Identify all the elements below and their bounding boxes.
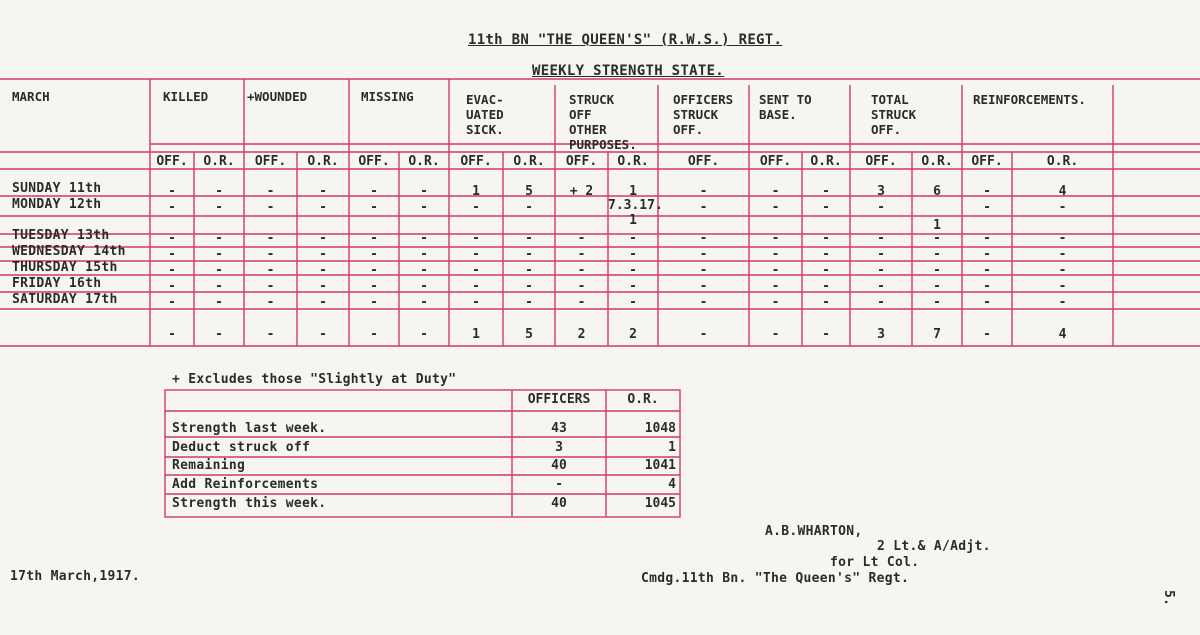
table-cell: - — [215, 200, 223, 215]
table-cell: - — [215, 247, 223, 262]
day-label: THURSDAY 15th — [12, 260, 118, 275]
subheader-cell: OFF. — [565, 154, 598, 169]
document-title: 11th BN "THE QUEEN'S" (R.W.S.) REGT. — [468, 32, 783, 48]
table-cell: 4 — [1058, 184, 1067, 199]
signature-rank: 2 Lt.& A/Adjt. — [877, 539, 991, 554]
signature-command: Cmdg.11th Bn. "The Queen's" Regt. — [641, 571, 910, 586]
table-cell: - — [266, 184, 275, 199]
table-cell: - — [822, 247, 830, 262]
total-cell: 2 — [577, 327, 586, 342]
table-cell: - — [319, 184, 327, 199]
table-cell: - — [577, 231, 586, 246]
day-label: FRIDAY 16th — [12, 276, 102, 291]
table-cell: - — [168, 200, 176, 215]
subheader-cell: OFF. — [254, 154, 287, 169]
table-cell: - — [877, 279, 885, 294]
document-subtitle: WEEKLY STRENGTH STATE. — [532, 63, 725, 79]
table-cell: - — [215, 184, 223, 199]
table-cell: - — [577, 279, 586, 294]
table-cell: - — [877, 231, 885, 246]
table-cell: - — [577, 295, 586, 310]
table-cell: 1 — [933, 218, 941, 233]
total-cell: - — [370, 327, 378, 342]
table-cell: - — [629, 247, 637, 262]
subheader-cell: OFF. — [460, 154, 492, 169]
summary-officers-value: 40 — [551, 496, 567, 511]
summary-header-or: O.R. — [627, 392, 659, 407]
header-wounded: +WOUNDED — [247, 89, 308, 104]
table-cell: - — [168, 184, 176, 199]
signature-name: A.B.WHARTON, — [765, 524, 863, 539]
subheader-cell: OFF. — [759, 154, 792, 169]
table-cell: - — [629, 263, 637, 278]
table-cell: - — [168, 231, 176, 246]
subheader-cell: OFF. — [156, 154, 188, 169]
total-cell: 2 — [629, 327, 637, 342]
table-cell: - — [370, 200, 378, 215]
table-cell: - — [877, 295, 885, 310]
table-cell: - — [983, 184, 991, 199]
table-cell: - — [525, 200, 533, 215]
table-cell: - — [525, 279, 533, 294]
table-cell: - — [577, 247, 586, 262]
table-cell: - — [1058, 263, 1067, 278]
table-cell: - — [370, 247, 378, 262]
table-cell: - — [472, 295, 480, 310]
total-cell: 4 — [1058, 327, 1067, 342]
table-cell: - — [266, 247, 275, 262]
table-cell: - — [877, 200, 885, 215]
table-cell: - — [319, 200, 327, 215]
header-total-struck-off: TOTAL STRUCK OFF. — [871, 92, 917, 137]
table-cell: 1 — [629, 184, 637, 199]
table-cell: - — [983, 295, 991, 310]
table-cell: - — [1058, 200, 1067, 215]
table-cell: 6 — [933, 184, 941, 199]
table-cell: - — [319, 295, 327, 310]
table-cell: - — [771, 184, 780, 199]
table-cell: - — [983, 279, 991, 294]
table-cell: - — [266, 295, 275, 310]
day-label: SATURDAY 17th — [12, 292, 118, 307]
header-reinforcements: REINFORCEMENTS. — [973, 92, 1086, 107]
summary-or-value: 1 — [668, 440, 676, 455]
table-cell: - — [1058, 279, 1067, 294]
subheader-cell: OFF. — [865, 154, 897, 169]
table-cell: - — [215, 295, 223, 310]
total-cell: - — [168, 327, 176, 342]
header-evacuated-sick: EVAC- UATED SICK. — [466, 92, 504, 137]
table-cell: - — [525, 263, 533, 278]
table-cell: - — [933, 279, 941, 294]
total-cell: 3 — [877, 327, 885, 342]
table-cell: - — [420, 231, 428, 246]
table-cell: - — [629, 295, 637, 310]
table-cell: - — [266, 200, 275, 215]
table-cell: - — [1058, 295, 1067, 310]
table-cell: - — [319, 247, 327, 262]
table-cell: - — [472, 279, 480, 294]
table-cell: - — [420, 295, 428, 310]
total-cell: - — [420, 327, 428, 342]
table-cell: - — [699, 231, 708, 246]
table-cell: - — [266, 279, 275, 294]
subheader-cell: O.R. — [307, 154, 339, 169]
table-cell: - — [319, 279, 327, 294]
table-cell: 1 — [472, 184, 480, 199]
page-mark: 5. — [1161, 590, 1176, 607]
table-cell: - — [822, 184, 830, 199]
table-cell: - — [877, 247, 885, 262]
table-cell: + 2 — [569, 184, 594, 199]
table-cell: - — [370, 231, 378, 246]
header-struck-off-other: STRUCK OFF OTHER PURPOSES. — [569, 92, 637, 152]
total-cell: - — [215, 327, 223, 342]
table-cell: - — [472, 200, 480, 215]
table-cell: - — [168, 279, 176, 294]
table-cell: - — [699, 200, 708, 215]
subheader-cell: OFF. — [358, 154, 390, 169]
table-cell: - — [370, 263, 378, 278]
table-cell: - — [771, 247, 780, 262]
header-missing: MISSING — [361, 89, 414, 104]
total-cell: - — [771, 327, 780, 342]
table-cell: - — [699, 184, 708, 199]
summary-or-value: 1048 — [644, 421, 676, 436]
total-cell: 1 — [472, 327, 480, 342]
table-cell: - — [577, 263, 586, 278]
table-cell: - — [771, 279, 780, 294]
subheader-cell: O.R. — [408, 154, 440, 169]
table-cell: - — [420, 247, 428, 262]
table-cell: - — [1058, 231, 1067, 246]
table-cell: - — [525, 295, 533, 310]
table-cell: - — [472, 263, 480, 278]
subheader-cell: O.R. — [1046, 154, 1079, 169]
table-cell: - — [420, 184, 428, 199]
table-cell: - — [699, 279, 708, 294]
table-cell: - — [822, 200, 830, 215]
subheader-cell: O.R. — [617, 154, 649, 169]
day-label: WEDNESDAY 14th — [12, 244, 126, 259]
table-cell: - — [983, 200, 991, 215]
summary-or-value: 4 — [668, 477, 676, 492]
table-cell: - — [822, 295, 830, 310]
signature-for: for Lt Col. — [830, 555, 920, 570]
document-date: 17th March,1917. — [10, 569, 141, 584]
table-cell: 3 — [877, 184, 885, 199]
table-cell: - — [877, 263, 885, 278]
table-cell: - — [266, 263, 275, 278]
total-cell: 5 — [525, 327, 533, 342]
total-cell: - — [983, 327, 991, 342]
header-killed: KILLED — [163, 89, 209, 104]
table-cell: 5 — [525, 184, 533, 199]
table-cell: - — [168, 247, 176, 262]
table-cell: - — [933, 231, 941, 246]
table-cell: - — [525, 247, 533, 262]
total-cell: - — [319, 327, 327, 342]
table-cell: - — [629, 231, 637, 246]
subheader-cell: OFF. — [971, 154, 1003, 169]
total-cell: - — [699, 327, 708, 342]
table-cell: - — [822, 279, 830, 294]
table-cell: - — [370, 295, 378, 310]
total-cell: - — [266, 327, 275, 342]
table-cell: - — [319, 231, 327, 246]
table-cell: - — [266, 231, 275, 246]
total-cell: - — [822, 327, 830, 342]
table-cell: - — [472, 247, 480, 262]
day-label: MONDAY 12th — [12, 197, 102, 212]
table-cell: - — [420, 200, 428, 215]
table-cell: - — [215, 231, 223, 246]
table-cell: - — [933, 263, 941, 278]
table-cell: - — [933, 247, 941, 262]
summary-officers-value: - — [555, 477, 563, 492]
table-cell: - — [822, 231, 830, 246]
summary-or-value: 1045 — [644, 496, 676, 511]
footnote: + Excludes those "Slightly at Duty" — [172, 372, 457, 387]
table-cell: 7.3.17. 1 — [608, 198, 663, 228]
table-cell: - — [699, 247, 708, 262]
table-cell: - — [420, 263, 428, 278]
summary-officers-value: 40 — [551, 458, 567, 473]
table-cell: - — [771, 295, 780, 310]
header-march: MARCH — [12, 89, 50, 104]
table-cell: - — [983, 247, 991, 262]
subheader-cell: O.R. — [921, 154, 953, 169]
table-cell: - — [629, 279, 637, 294]
table-cell: - — [168, 295, 176, 310]
summary-row-label: Strength this week. — [172, 496, 327, 511]
summary-officers-value: 3 — [555, 440, 563, 455]
subheader-cell: O.R. — [203, 154, 235, 169]
table-cell: - — [933, 295, 941, 310]
total-cell: 7 — [933, 327, 941, 342]
table-cell: - — [168, 263, 176, 278]
table-cell: - — [822, 263, 830, 278]
table-cell: - — [370, 184, 378, 199]
table-cell: - — [771, 200, 780, 215]
subheader-cell: O.R. — [810, 154, 842, 169]
summary-officers-value: 43 — [551, 421, 567, 436]
summary-or-value: 1041 — [644, 458, 676, 473]
subheader-cell: O.R. — [513, 154, 545, 169]
table-cell: - — [472, 231, 480, 246]
summary-row-label: Deduct struck off — [172, 440, 311, 455]
summary-header-officers: OFFICERS — [527, 392, 591, 407]
table-cell: - — [1058, 247, 1067, 262]
day-label: TUESDAY 13th — [12, 228, 110, 243]
table-cell: - — [215, 279, 223, 294]
table-cell: - — [983, 263, 991, 278]
table-cell: - — [319, 263, 327, 278]
header-officers-struck-off: OFFICERS STRUCK OFF. — [673, 92, 734, 137]
header-sent-to-base: SENT TO BASE. — [759, 92, 812, 122]
table-cell: - — [699, 295, 708, 310]
summary-row-label: Strength last week. — [172, 421, 327, 436]
table-cell: - — [525, 231, 533, 246]
table-cell: - — [983, 231, 991, 246]
summary-row-label: Remaining — [172, 458, 246, 473]
table-cell: - — [370, 279, 378, 294]
day-label: SUNDAY 11th — [12, 181, 102, 196]
subheader-cell: OFF. — [687, 154, 720, 169]
table-cell: - — [771, 231, 780, 246]
table-cell: - — [215, 263, 223, 278]
table-cell: - — [699, 263, 708, 278]
table-cell: - — [771, 263, 780, 278]
summary-row-label: Add Reinforcements — [172, 477, 319, 492]
table-cell: - — [420, 279, 428, 294]
